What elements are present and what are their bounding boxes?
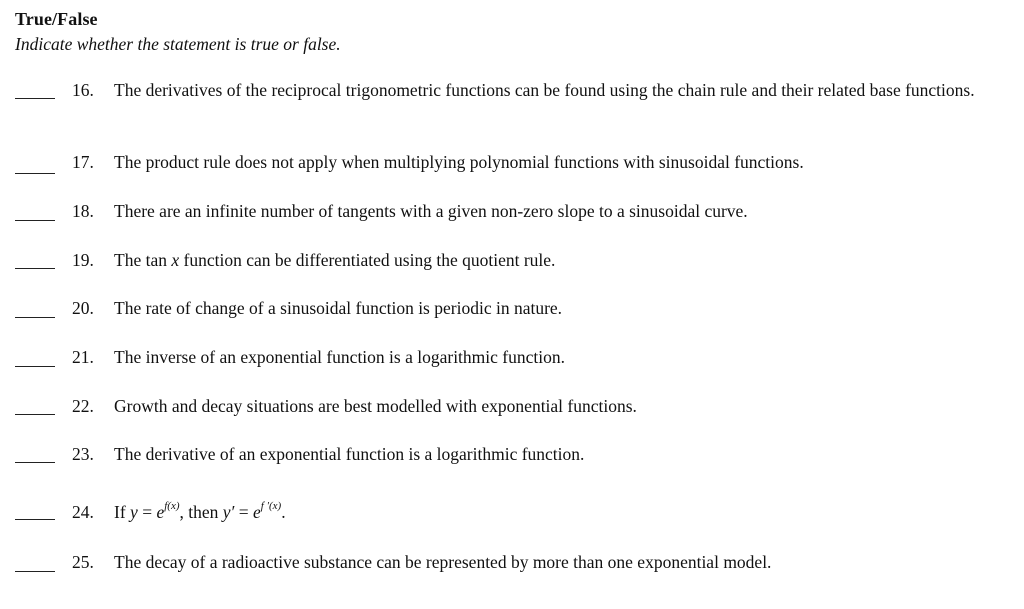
question-text: If $y = e^{f(x)}$, then $y' = e^{f '(x)}$. (114, 500, 286, 522)
answer-blank-25[interactable] (15, 571, 55, 572)
question-text: The rate of change of a sinusoidal function is periodic in nature. (114, 298, 563, 318)
question-number: 22. (72, 396, 94, 416)
question-text: The decay of a radioactive substance can be represented by more than one exponential model. (114, 552, 772, 572)
section-title: True/False (15, 9, 98, 29)
question-number: 23. (72, 444, 94, 464)
section-instructions: Indicate whether the statement is true or false. (15, 34, 341, 54)
answer-blank-21[interactable] (15, 366, 55, 367)
question-text: Growth and decay situations are best modelled with exponential functions. (114, 396, 637, 416)
answer-blank-19[interactable] (15, 268, 55, 269)
answer-blank-16[interactable] (15, 98, 55, 99)
question-text: The derivatives of the reciprocal trigonometric functions can be found using the chain rule and their related base functions. (114, 80, 975, 100)
answer-blank-20[interactable] (15, 317, 55, 318)
question-number: 18. (72, 201, 94, 221)
question-number: 17. (72, 152, 94, 172)
question-text: The product rule does not apply when multiplying polynomial functions with sinusoidal functions. (114, 152, 804, 172)
question-number: 24. (72, 502, 94, 522)
question-number: 16. (72, 80, 94, 100)
answer-blank-18[interactable] (15, 220, 55, 221)
question-number: 21. (72, 347, 94, 367)
question-number: 20. (72, 298, 94, 318)
question-text: The tan x function can be differentiated using the quotient rule. (114, 250, 556, 270)
answer-blank-22[interactable] (15, 414, 55, 415)
question-text: The inverse of an exponential function is a logarithmic function. (114, 347, 565, 367)
question-text: The derivative of an exponential function is a logarithmic function. (114, 444, 585, 464)
question-text: There are an infinite number of tangents with a given non-zero slope to a sinusoidal curve. (114, 201, 748, 221)
answer-blank-24[interactable] (15, 519, 55, 520)
answer-blank-23[interactable] (15, 462, 55, 463)
question-number: 25. (72, 552, 94, 572)
answer-blank-17[interactable] (15, 173, 55, 174)
question-number: 19. (72, 250, 94, 270)
